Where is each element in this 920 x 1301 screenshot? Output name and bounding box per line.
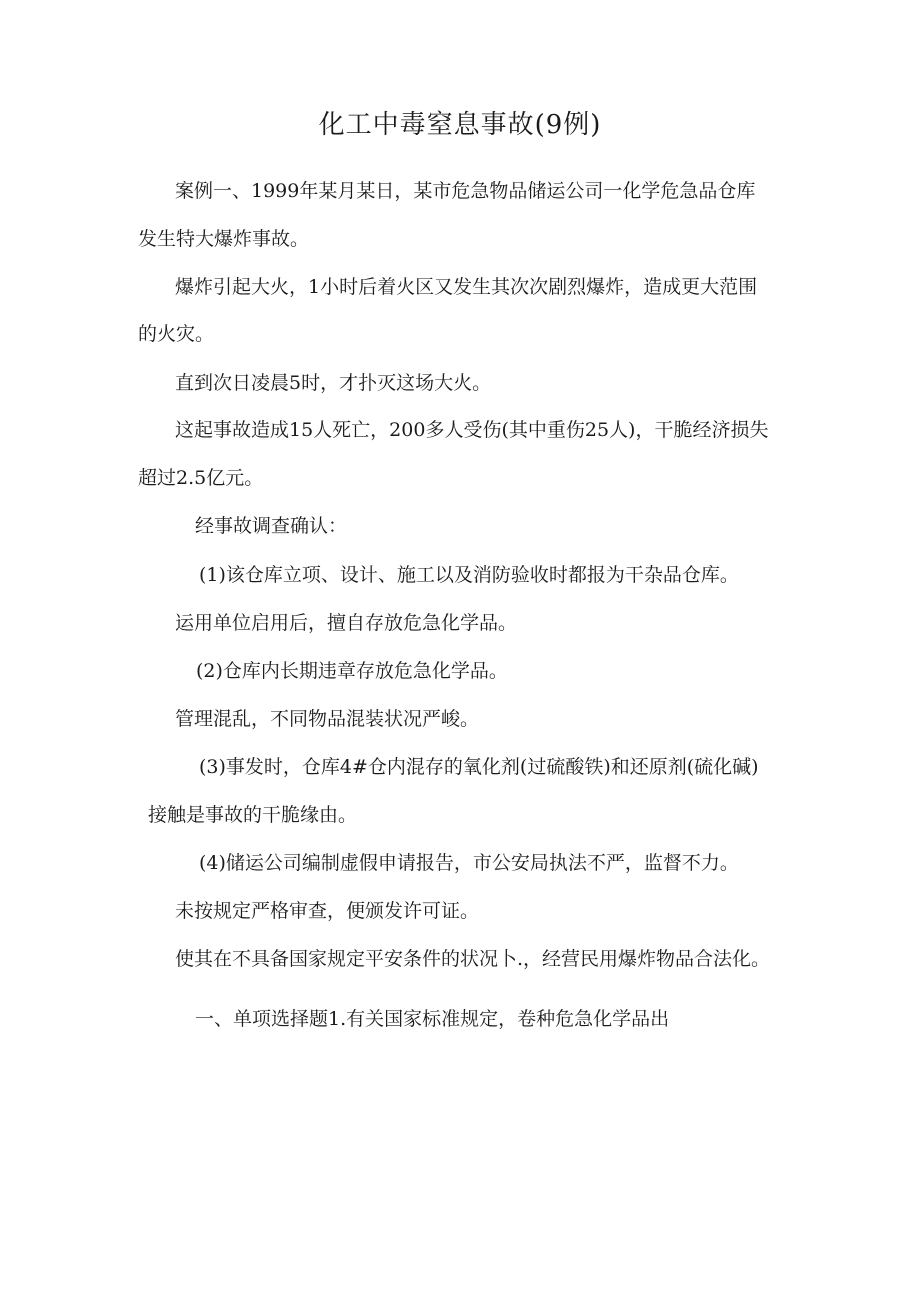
paragraph-line: 发生特大爆炸事故。 [138,228,310,250]
paragraph-line: 案例一、1999年某月某日，某市危急物品储运公司一化学危急品仓库 [175,180,756,202]
paragraph-line: (2)仓库内长期违章存放危急化学品。 [196,660,508,682]
paragraph-line: 管理混乱，不同物品混装状况严峻。 [175,708,480,730]
paragraph-line: 未按规定严格审查，便颁发许可证。 [175,900,480,922]
paragraph-line: 超过2.5亿元。 [138,467,264,489]
paragraph-line: 运用单位启用后，擅自存放危急化学品。 [175,612,518,634]
paragraph-line: 直到次日凌晨5时，才扑灭这场大火。 [175,372,492,394]
paragraph-line: 一、单项选择题1.有关国家标准规定，卷种危急化学品出 [195,1008,670,1030]
paragraph-line: 使其在不具备国家规定平安条件的状况卜.，经营民用爆炸物品合法化。 [175,948,771,970]
paragraph-line: 这起事故造成15人死亡，200多人受伤(其中重伤25人)，干脆经济损失 [175,419,769,441]
paragraph-line: (3)事发时，仓库4#仓内混存的氧化剂(过硫酸铁)和还原剂(硫化碱) [199,756,759,778]
paragraph-line: 爆炸引起大火，1小时后着火区又发生其次次剧烈爆炸，造成更大范围 [175,276,758,298]
paragraph-line: (4)储运公司编制虚假申请报告，市公安局执法不严，监督不力。 [199,852,739,874]
paragraph-line: 接触是事故的干脆缘由。 [148,804,358,826]
paragraph-line: 的火灾。 [138,323,215,345]
document-title: 化工中毒窒息事故(9例) [318,110,602,140]
paragraph-line: 经事故调查确认： [195,515,348,537]
paragraph-line: (1)该仓库立项、设计、施工以及消防验收时都报为干杂品仓库。 [199,564,739,586]
